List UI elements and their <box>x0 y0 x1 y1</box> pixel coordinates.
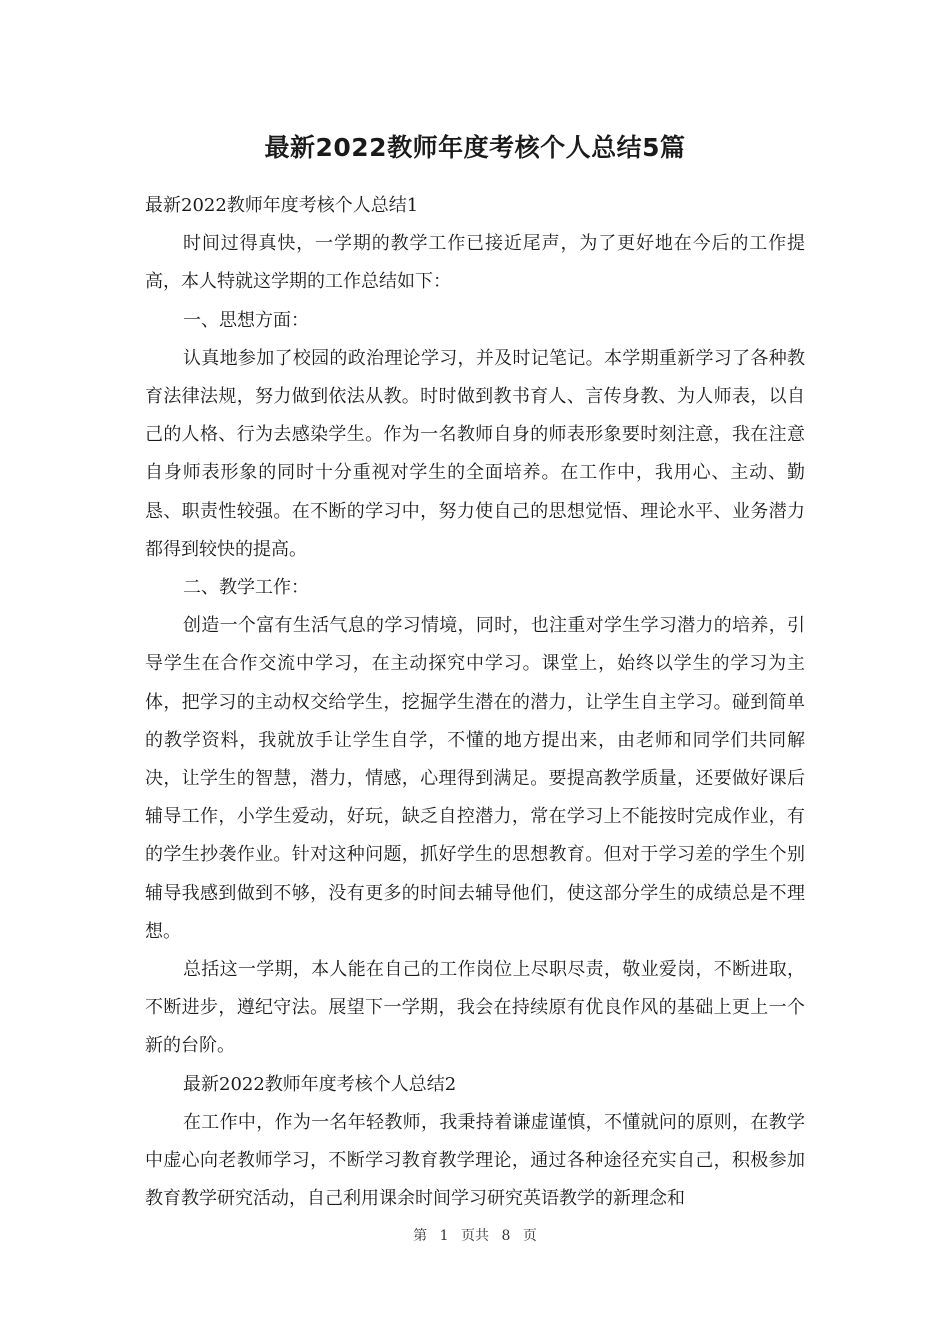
footer-total-pages: 8 <box>501 1228 511 1244</box>
page-footer <box>0 1226 950 1246</box>
paragraph: 一、思想方面： <box>183 309 309 331</box>
paragraph: 最新2022教师年度考核个人总结2 <box>183 1073 457 1095</box>
document-body <box>145 187 805 1218</box>
paragraph: 二、教学工作： <box>183 577 309 599</box>
document-title: 最新2022教师年度考核个人总结5篇 <box>264 133 686 162</box>
footer-middle: 页共 <box>461 1228 489 1244</box>
paragraph: 总括这一学期，本人能在自己的工作岗位上尽职尽责，敬业爱岗，不断进取，不断进步，遵纪守法。展望下一学期，我会在持续原有优良作风的基础上更上一个新的台阶。 <box>145 959 805 1057</box>
footer-suffix: 页 <box>522 1228 537 1244</box>
paragraph: 最新2022教师年度考核个人总结1 <box>145 195 419 216</box>
footer-prefix: 第 <box>413 1228 428 1244</box>
paragraph: 时间过得真快，一学期的教学工作已接近尾声，为了更好地在今后的工作提高，本人特就这学期的工作总结如下： <box>145 233 805 293</box>
paragraph: 认真地参加了校园的政治理论学习，并及时记笔记。本学期重新学习了各种教育法律法规，努力做到依法从教。时时做到教书育人、言传身教、为人师表，以自己的人格、行为去感染学生。作为一名教师自身的师表形象要时刻注意，我在注意自身师表形象的同时十分重视对学生的全面培养。在工作中，我用心、主动、勤恳、职责性较强。在不断的学习中，努力使自己的思想觉悟、理论水平、业务潜力都得到较快的提高。 <box>145 347 805 560</box>
footer-page-number: 1 <box>439 1228 449 1244</box>
paragraph: 创造一个富有生活气息的学习情境，同时，也注重对学生学习潜力的培养，引导学生在合作交流中学习，在主动探究中学习。课堂上，始终以学生的学习为主体，把学习的主动权交给学生，挖掘学生潜在的潜力，让学生自主学习。碰到简单的教学资料，我就放手让学生自学，不懂的地方提出来，由老师和同学们共同解决，让学生的智慧，潜力，情感，心理得到满足。要提高教学质量，还要做好课后辅导工作，小学生爱动，好玩，缺乏自控潜力，常在学习上不能按时完成作业，有的学生抄袭作业。针对这种问题，抓好学生的思想教育。但对于学习差的学生个别辅导我感到做到不够，没有更多的时间去辅导他们，使这部分学生的成绩总是不理想。 <box>145 615 805 942</box>
paragraph: 在工作中，作为一名年轻教师，我秉持着谦虚谨慎，不懂就问的原则，在教学中虚心向老教师学习，不断学习教育教学理论，通过各种途径充实自己，积极参加教育教学研究活动，自己利用课余时间学习研究英语教学的新理念和 <box>145 1111 805 1210</box>
